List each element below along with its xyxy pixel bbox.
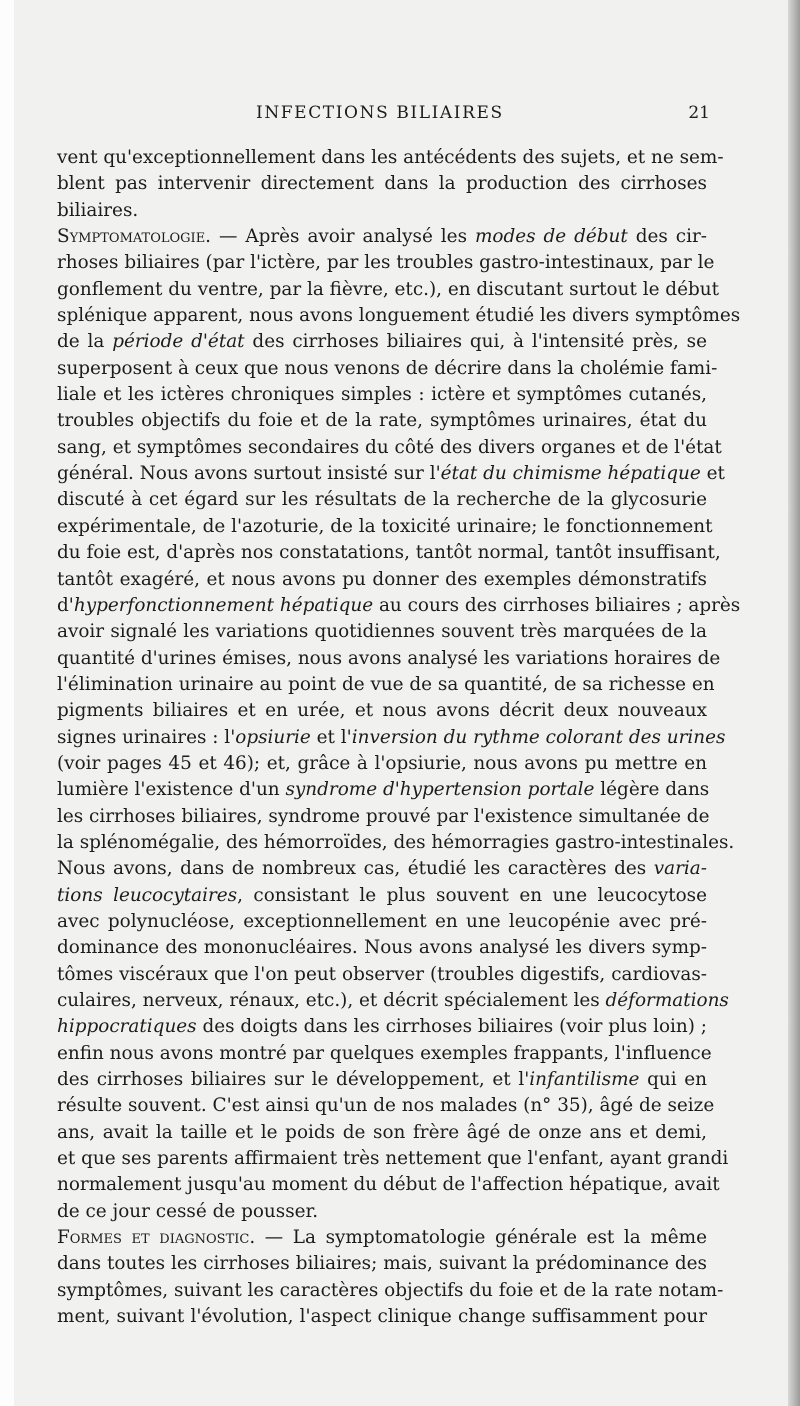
page-number: 21 [688,103,710,123]
text-run: symptômes, suivant les caractères objectifs du foie et de la rate notam- [57,1279,724,1301]
text-run: sang, et symptômes secondaires du côté des divers organes et de l'état [57,436,722,458]
text-run: des cir- [627,226,707,248]
page-margin [0,0,14,1406]
text-run: quantité d'urines émises, nous avons analysé les variations horaires de [57,647,721,669]
text-run: — Après avoir analysé les [211,226,475,248]
text-run: Nous avons, dans de nombreux cas, étudié les caractères des [57,858,654,880]
text-run: tômes viscéraux que l'on peut observer (troubles digestifs, cardiovas- [57,963,707,985]
text-line [57,909,707,935]
text-line [57,1304,707,1330]
text-line [57,619,707,645]
text-run: ans, avait la taille et le poids de son frère âgé de onze ans et demi, [57,1121,707,1143]
italic-term: déformations [605,990,729,1011]
text-line [57,408,707,434]
text-line [57,1225,707,1251]
text-line [57,198,707,224]
text-run: résulte souvent. C'est ainsi qu'un de nos malades (n° 35), âgé de seize [57,1095,715,1117]
text-line [57,962,707,988]
text-run: général. Nous avons surtout insisté sur l' [57,463,441,485]
text-run: au cours des cirrhoses biliaires ; après [373,594,741,616]
text-line [57,303,741,329]
text-line [57,935,707,961]
text-run: culaires, nerveux, rénaux, etc.), et décrit spécialement les [57,990,606,1011]
text-run: discuté à cet égard sur les résultats de la recherche de la glycosurie [57,489,707,511]
text-run: d' [57,594,74,616]
italic-term: hyperfonctionnement hépatique [73,594,374,616]
text-run: des doigts dans les cirrhoses biliaires (voir plus loin) ; [196,1016,707,1038]
italic-term: infantilisme [529,1069,640,1091]
text-line [57,540,721,566]
italic-term: état du chimisme hépatique [440,463,701,485]
section-heading: Formes et diagnostic. [57,1227,256,1249]
text-run: avoir signalé les variations quotidiennes souvent très marquées de la [57,621,707,643]
text-run: qui en [639,1069,707,1091]
text-run: de la [57,331,113,353]
text-run: dominance des mononucléaires. Nous avons analysé les divers symp- [57,937,707,959]
text-line [57,487,707,513]
text-line [57,856,707,882]
text-line [57,329,707,355]
text-line [57,382,707,408]
text-line [57,1278,724,1304]
text-line [57,804,710,830]
text-line [57,277,719,303]
text-line [57,171,707,197]
text-line [57,224,707,250]
text-run: vent qu'exceptionnellement dans les antécédents des sujets, et ne sem- [57,147,724,168]
text-run: et l' [310,726,352,748]
text-run: des cirrhoses biliaires qui, à l'intensité près, se [244,331,707,353]
running-title: INFECTIONS BILIAIRES [256,103,504,123]
text-line [57,988,729,1014]
text-run: splénique apparent, nous avons longuement étudié les divers symptômes [57,305,741,327]
text-run: — La symptomatologie générale est la même [255,1227,707,1249]
text-run: des cirrhoses biliaires sur le développement, et l' [57,1069,530,1091]
text-run: (voir pages 45 et 46); et, grâce à l'opsiurie, nous avons pu mettre en [57,752,707,774]
text-run: rhoses biliaires (par l'ictère, par les troubles gastro-intestinaux, par le [57,252,715,274]
text-line [57,830,735,856]
text-line [57,1014,707,1040]
text-run: superposent à ceux que nous venons de décrire dans la cholémie fami- [57,357,718,379]
italic-term: période d'état [112,331,245,353]
text-run: et [700,463,725,485]
text-run: expérimentale, de l'azoturie, de la toxicité urinaire; le fonctionnement [57,515,713,537]
text-run: normalement jusqu'au moment du début de l'affection hépatique, avait [57,1174,720,1196]
text-run: , consistant le plus souvent en une leucocytose [237,884,707,906]
text-run: ment, suivant l'évolution, l'aspect clinique change suffisamment pour [57,1306,707,1328]
text-line [57,725,726,751]
text-line [57,514,713,540]
text-run: lumière l'existence d'un [57,779,286,801]
text-line [57,461,725,487]
text-line [57,646,721,672]
section-heading: Symptomatologie. [57,226,212,248]
italic-term: tions leucocytaires [57,884,238,906]
text-run: blent pas intervenir directement dans la production des cirrhoses [57,173,707,195]
text-run: de ce jour cessé de pousser. [57,1200,319,1222]
text-line [57,250,715,276]
italic-term: modes de début [474,226,628,248]
text-run: avec polynucléose, exceptionnellement en une leucopénie avec pré- [57,910,707,932]
text-run: et que ses parents affirmaient très nettement que l'enfant, ayant grandi [57,1148,729,1170]
italic-term: inversion du rythme colorant des urines [351,726,726,748]
text-line [57,1120,707,1146]
text-line [57,751,707,777]
text-line [57,435,722,461]
text-line [57,1093,715,1119]
page-header [60,103,710,129]
text-line [57,1067,707,1093]
text-run: tantôt exagéré, et nous avons pu donner des exemples démonstratifs [57,568,707,590]
text-run: signes urinaires : l' [57,726,236,748]
text-run: l'élimination urinaire au point de vue de sa quantité, de sa richesse en [57,673,715,695]
text-run: gonflement du ventre, par la fièvre, etc.), en discutant surtout le début [57,278,719,300]
text-run: les cirrhoses biliaires, syndrome prouvé par l'existence simultanée de [57,805,710,827]
text-line [57,698,707,724]
text-run: dans toutes les cirrhoses biliaires; mais, suivant la prédominance des [57,1253,707,1275]
text-run: enfin nous avons montré par quelques exemples frappants, l'influence [57,1042,712,1064]
italic-term: varia- [653,858,707,880]
text-line [57,777,710,803]
text-line [57,1041,712,1067]
text-line [57,145,724,171]
text-line [57,356,718,382]
text-run: liale et les ictères chroniques simples : ictère et symptômes cutanés, [57,384,707,406]
text-run: troubles objectifs du foie et de la rate, symptômes urinaires, état du [57,410,707,432]
text-run: pigments biliaires et en urée, et nous avons décrit deux nouveaux [57,700,707,722]
text-line [57,672,715,698]
text-run: du foie est, d'après nos constatations, tantôt normal, tantôt insuffisant, [57,542,721,564]
text-line [57,1146,729,1172]
italic-term: hippocratiques [57,1016,197,1038]
text-line [57,1199,707,1225]
text-line [57,1172,720,1198]
italic-term: opsiurie [235,726,311,748]
italic-term: syndrome d'hypertension portale [285,779,595,801]
text-line [57,567,707,593]
body-text [57,145,741,1330]
text-line [57,883,707,909]
text-run: légère dans [594,779,710,801]
text-run: la splénomégalie, des hémorroïdes, des hémorragies gastro-intestinales. [57,831,735,853]
page-edge-shadow [788,0,800,1406]
text-line [57,1251,707,1277]
text-line [57,593,741,619]
text-run: biliaires. [57,199,139,221]
